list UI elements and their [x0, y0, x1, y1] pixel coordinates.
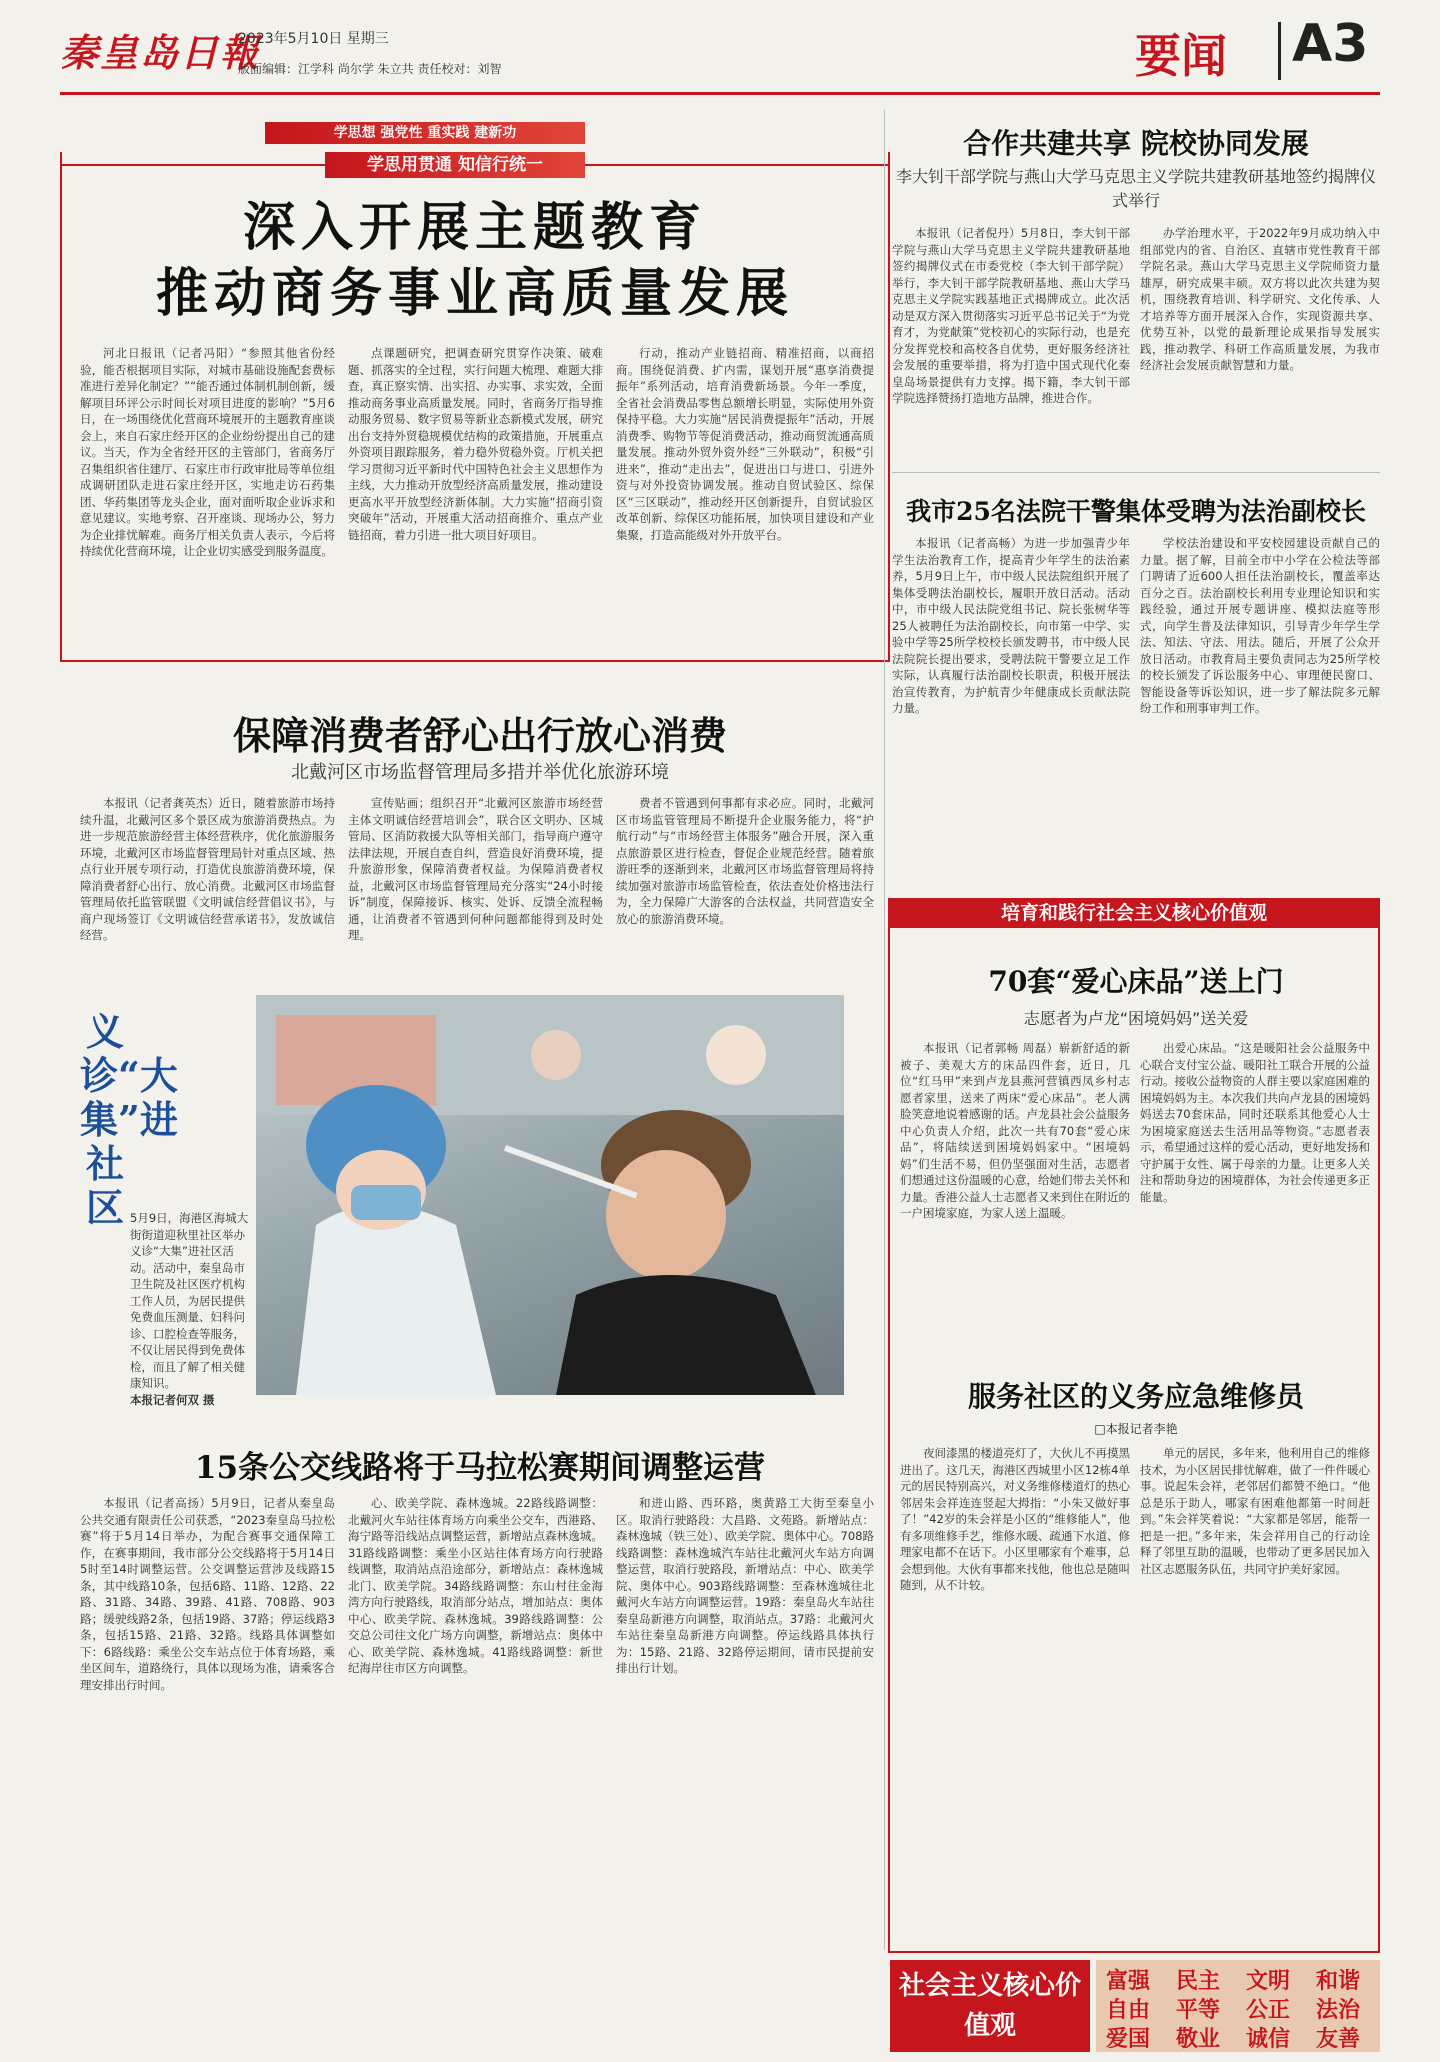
repair-column-1: 夜间漆黑的楼道亮灯了，大伙儿不再摸黑进出了。这几天，海港区西城里小区12栋4单元的居民特别高兴，对义务维修楼道灯的热心邻居朱会祥连连竖起大拇指：“小朱又做好事了！”42岁的朱会祥是小区的“维修能人”，他有多项维修手艺，维修水暖、疏通下水道、修理家电都不在话下。小区里哪家有个难事，总会想到他。大伙有事都来找他，他也总是随叫随到，从不计较。 [900, 1446, 1130, 1592]
consumer-column-3: 费者不管遇到何事都有求必应。同时，北戴河区市场监管管理局不断提升企业服务能力，将“护航行动”与“市场经营主体服务”融合开展，深入重点旅游景区进行检查，督促企业规范经营。随着旅游旺季的逐渐到来，北戴河区市场监督管理局将持续加强对旅游市场监管检查，依法查处价格违法行为，全力保障广大游客的合法权益，共同营造安全放心的旅游消费环境。 [616, 796, 874, 926]
photo-credit: 本报记者何双 摄 [130, 1392, 215, 1407]
bus-column-1: 本报讯（记者高扬）5月9日，记者从秦皇岛公共交通有限责任公司获悉，“2023秦皇岛马拉松赛”将于5月14日举办，为配合赛事交通保障工作，在赛事期间，我市部分公交线路将于5月14日5时至14时调整运营。公交调整运营涉及线路15条，其中线路10条，包括6路、11路、12路、22路、31路、34路、39路、41路、708路、903路；缓驶线路2条，包括19路、37路；停运线路3条，包括15路、21路、32路。线路具体调整如下：6路线路：乘坐公交车站点位于体育场路，乘坐区间车，道路绕行，具体以现场为准，请乘客合理安排出行时间。 [80, 1496, 335, 1692]
bus-column-3: 和进山路、西环路，奥黄路工大街至秦皇小区。取消行驶路段：大昌路、文苑路。新增站点：森林逸城（铁三处）、欧美学院、奥体中心。708路线路调整：森林逸城汽车站往北戴河火车站方向调整运营，取消行驶路段，新增站点：中心、欧美学院、奥体中心。903路线路调整：至森林逸城往北戴河火车站方向调整运营。19路：秦皇岛火车站往秦皇岛新港方向调整，取消站点。37路：北戴河火车站往秦皇岛新港方向调整。停运线路具体执行为：15路、21路、32路停运期间，请市民提前安排出行计划。 [616, 1496, 874, 1675]
core-word: 友善 [1316, 2026, 1361, 2052]
banner-line-left [62, 164, 325, 166]
core-word: 民主 [1176, 1968, 1221, 1994]
core-word: 和谐 [1316, 1968, 1361, 1994]
court-column-1: 本报讯（记者高畅）为进一步加强青少年学生法治教育工作，提高青少年学生的法治素养，5月9日上午，市中级人民法院组织开展了集体受聘法治副校长，履职开放日活动。活动中，市中级人民法院党组书记、院长张树华等25人被聘任为法治副校长，向市第一中学、实验中学等25所学校校长颁发聘书，市中级人民法院院长提出要求，受聘法院干警要立足工作实际，认真履行法治副校长职责，积极开展法治宣传教育，为护航青少年健康成长贡献法院力量。 [892, 536, 1130, 715]
repair-byline: □本报记者李艳 [1094, 1422, 1178, 1436]
bed-headline: 70套“爱心床品”送上门 [988, 965, 1284, 998]
bus-headline: 15条公交线路将于马拉松赛期间调整运营 [194, 1450, 766, 1486]
coop-column-1: 本报讯（记者倪丹）5月8日，李大钊干部学院与燕山大学马克思主义学院共建教研基地签约揭牌仪式在市委党校（李大钊干部学院）举行，李大钊干部学院教研基地、燕山大学马克思主义学院实践基地正式揭牌成立。此次活动是双方深入贯彻落实习近平总书记关于“为党育才，为党献策”党校初心的实际行动，也是充分发挥党校和高校各自优势，更好服务经济社会发展的重要举措，将为打造中国式现代化秦皇岛场景提供有力支撑。揭下籍，李大钊干部学院选择赞扬打造地方品牌，推进合作。 [892, 226, 1130, 405]
clinic-photo-illustration [256, 995, 844, 1395]
core-values-banner: 培育和践行社会主义核心价值观 [888, 898, 1380, 928]
coop-subheadline: 李大钊干部学院与燕山大学马克思主义学院共建教研基地签约揭牌仪式举行 [895, 167, 1376, 210]
issue-date: 2023年5月10日 星期三 [238, 31, 389, 47]
core-word: 文明 [1246, 1968, 1291, 1994]
core-word: 平等 [1176, 1997, 1221, 2023]
page-number: A3 [1292, 14, 1369, 74]
repair-headline: 服务社区的义务应急维修员 [967, 1380, 1304, 1413]
consumer-column-2: 宣传贴画；组织召开“北戴河区旅游市场经营主体文明诚信经营培训会”，联合区文明办、区城管局、区消防救援大队等相关部门，指导商户遵守法律法规，开展自查自纠，营造良好消费环境，提升旅游形象，保障消费者权益。为保障消费者权益，北戴河区市场监督管理局充分落实“24小时接诉”制度，保障接诉、核实、处诉、反馈全流程畅通，让消费者不管遇到何种问题都能得到及时处理。 [348, 796, 603, 942]
court-column-2: 学校法治建设和平安校园建设贡献自己的力量。据了解，目前全市中小学在公检法等部门聘请了近600人担任法治副校长，覆盖率达百分之百。法治副校长利用专业理论知识和实践经验，通过开展专题讲座、模拟法庭等形式，向学生普及法律知识，引导青少年学生学法、知法、守法、用法。随后，开展了公众开放日活动。市教育局主要负责同志为25所学校的校长颁发了诉讼服务中心、审理便民窗口、智能设备等诉讼知识，进一步了解法院多元解纷工作和刑事审判工作。 [1140, 536, 1380, 715]
clinic-photo [256, 995, 844, 1395]
core-word: 公正 [1246, 1997, 1291, 2023]
bed-column-1: 本报讯（记者郭畅 周磊）崭新舒适的新被子、美观大方的床品四件套，近日，几位“红马甲”来到卢龙县燕河营镇西凤乡村志愿者家里，送来了两床“爱心床品”。老人满脸笑意地说着感谢的话。卢龙县社会公益服务中心负责人介绍，此次一共有70套“爱心床品”，将陆续送到困境妈妈家中。“困境妈妈”们生活不易，但仍坚强面对生活，志愿者们想通过这份温暖的心意，给她们带去关怀和力量。香港公益人士志愿者又来到住在附近的一户困境家庭，为家人送上温暖。 [900, 1041, 1130, 1220]
core-word: 自由 [1106, 1997, 1151, 2023]
consumer-headline: 保障消费者舒心出行放心消费 [232, 713, 727, 758]
section-name: 要闻 [1135, 29, 1227, 83]
core-word: 敬业 [1176, 2026, 1221, 2052]
core-word: 爱国 [1106, 2026, 1151, 2052]
masthead-divider [1278, 22, 1281, 80]
banner-line-right [585, 164, 888, 166]
editor-credits: 版面编辑：江学科 尚尔学 朱立共 责任校对：刘智 [238, 62, 502, 76]
bed-subheadline: 志愿者为卢龙“困境妈妈”送关爱 [1023, 1009, 1249, 1028]
lead-headline-line2: 推动商务事业高质量发展 [155, 263, 794, 324]
bus-column-2: 心、欧美学院、森林逸城。22路线路调整：北戴河火车站往体育场方向乘坐公交车，西港路、海宁路等沿线站点调整运营，新增站点森林逸城。31路线路调整：乘坐小区站往体育场方向行驶路线调整，取消站点沿途部分，新增站点：森林逸城北门、欧美学院。34路线路调整：东山村往金海湾方向行驶路线，取消部分站点，增加站点：奥体中心、欧美学院、森林逸城。39路线路调整：公交总公司往文化广场方向调整，新增站点：奥体中心、欧美学院、森林逸城。41路线路调整：新世纪海岸往市区方向调整。 [348, 1496, 603, 1675]
core-word: 富强 [1106, 1968, 1151, 1994]
core-values-grid [1096, 1960, 1380, 2052]
core-word: 法治 [1316, 1997, 1361, 2023]
lead-column-2: 点课题研究，把调查研究贯穿作决策、破难题、抓落实的全过程，实行问题大梳理、难题大排查，真正察实情、出实招、办实事、求实效，全面推动商务事业高质量发展。同时，省商务厅指导推动服务贸易、数字贸易等新业态新模式发展，研究出台支持外贸稳规模优结构的政策措施，开展重点外资项目跟踪服务，着力稳外贸稳外资。厅机关把学习贯彻习近平新时代中国特色社会主义思想作为主线，大力推动开放型经济高质量发展，推动建设更高水平开放型经济新体制。大力实施“招商引资突破年”活动，开展重大活动招商推介、重点产业链招商，着力引进一批大项目好项目。 [348, 346, 603, 542]
coop-headline: 合作共建共享 院校协同发展 [963, 127, 1309, 160]
repair-column-2: 单元的居民，多年来，他利用自己的维修技术，为小区居民排忧解难，做了一件件暖心事。说起朱会祥，老邻居们都赞不绝口。“他总是乐于助人，哪家有困难他都第一时间赶到。”朱会祥笑着说：“大家都是邻居，能帮一把是一把。”多年来，朱会祥用自己的行动诠释了邻里互助的温暖，也带动了更多居民加入社区志愿服务队伍，共同守护美好家园。 [1140, 1446, 1370, 1576]
theme-sub-banner: 学思用贯通 知信行统一 [325, 152, 585, 178]
core-word: 诚信 [1246, 2026, 1291, 2052]
core-values-box-title: 社会主义核心价值观 [890, 1960, 1090, 2052]
bed-column-2: 出爱心床品。“这是暖阳社会公益服务中心联合支付宝公益、暖阳社工联合开展的公益行动。接收公益物资的人群主要以家庭困难的困境妈妈为主。本次我们共向卢龙县的困境妈妈送去70套床品，同时还联系其他爱心人士为困境家庭送去生活用品等物资。”志愿者表示，希望通过这样的爱心活动，更好地发扬和守护属于女性、属于母亲的力量。让更多人关注和帮助身边的困境群体，为社会传递更多正能量。 [1140, 1041, 1370, 1204]
right-rule-1 [892, 472, 1380, 473]
masthead-rule [60, 92, 1380, 95]
consumer-column-1: 本报讯（记者龚英杰）近日，随着旅游市场持续升温，北戴河区多个景区成为旅游消费热点。为进一步规范旅游经营主体经营秩序，优化旅游服务环境，北戴河区市场监督管理局针对重点区域、热点行业开展专项行动，打造优良旅游消费环境，保障消费者舒心出行、放心消费。北戴河区市场监督管理局依托监管联盟《文明诚信经营倡议书》，与商户现场签订《文明诚信经营承诺书》，发放诚信经营。 [80, 796, 335, 942]
clinic-vertical-title: 义诊“大集”进社区 [80, 1009, 178, 1230]
lead-column-3: 行动，推动产业链招商、精准招商，以商招商。围绕促消费、扩内需，谋划开展“惠享消费提振年”系列活动，培育消费新场景。今年一季度，全省社会消费品零售总额增长明显，实际使用外资保持平稳。大力实施“居民消费提振年”活动，开展消费季、购物节等促消费活动，推动商贸流通高质量发展。推动外贸外资外经“三外联动”，积极“引进来”，推动“走出去”，促进出口与进口、引进外资与对外投资协调发展。推动自贸试验区、综保区“三区联动”，推动经开区创新提升，自贸试验区改革创新、综保区功能拓展，加快项目建设和产业集聚，打造高能级对外开放平台。 [616, 346, 874, 542]
consumer-subheadline: 北戴河区市场监督管理局多措并举优化旅游环境 [291, 762, 669, 783]
lead-headline-line1: 深入开展主题教育 [242, 197, 707, 258]
theme-banner: 学思想 强党性 重实践 建新功 [265, 122, 585, 144]
newspaper-logo: 秦皇岛日報 [60, 30, 261, 75]
coop-column-2: 办学治理水平，于2022年9月成功纳入中组部党内的省、自治区、直辖市党性教育干部学院名录。燕山大学马克思主义学院师资力量雄厚，研究成果丰硕。双方将以此次共建为契机，围绕教育培训、科学研究、文化传承、人才培养等方面开展深入合作，实现资源共享、优势互补，以党的最新理论成果指导发展实践，推动教学、科研工作高质量发展，为我市经济社会发展贡献智慧和力量。 [1140, 226, 1380, 372]
column-divider [884, 110, 885, 1950]
court-headline: 我市25名法院干警集体受聘为法治副校长 [906, 497, 1366, 526]
lead-column-1: 河北日报讯（记者冯阳）“参照其他省份经验，能否根据项目实际，对城市基础设施配套费标准进行差异化制定？”“能否通过体制机制创新，缓解项目环评公示时间长对项目进度的影响？”5月6日，在一场围绕优化营商环境展开的主题教育座谈会上，来自石家庄经开区的企业纷纷提出自己的建议。当天，作为全省经开区的主管部门，省商务厅召集组织省住建厅、石家庄市行政审批局等单位组成调研团队走进石家庄经开区，实地走访石药集团、华药集团等龙头企业，面对面听取企业诉求和意见建议。实地考察、召开座谈、现场办公，努力为企业排忧解难。商务厅相关负责人表示，今后将持续优化营商环境，让企业切实感受到服务温度。 [80, 346, 335, 558]
clinic-caption: 5月9日，海港区海城大街街道迎秋里社区举办义诊“大集”进社区活动。活动中，秦皇岛市卫生院及社区医疗机构工作人员，为居民提供免费血压测量、妇科问诊、口腔检查等服务，不仅让居民得到免费体检，而且了解了相关健康知识。 本报记者何双 摄 [130, 1210, 255, 1408]
